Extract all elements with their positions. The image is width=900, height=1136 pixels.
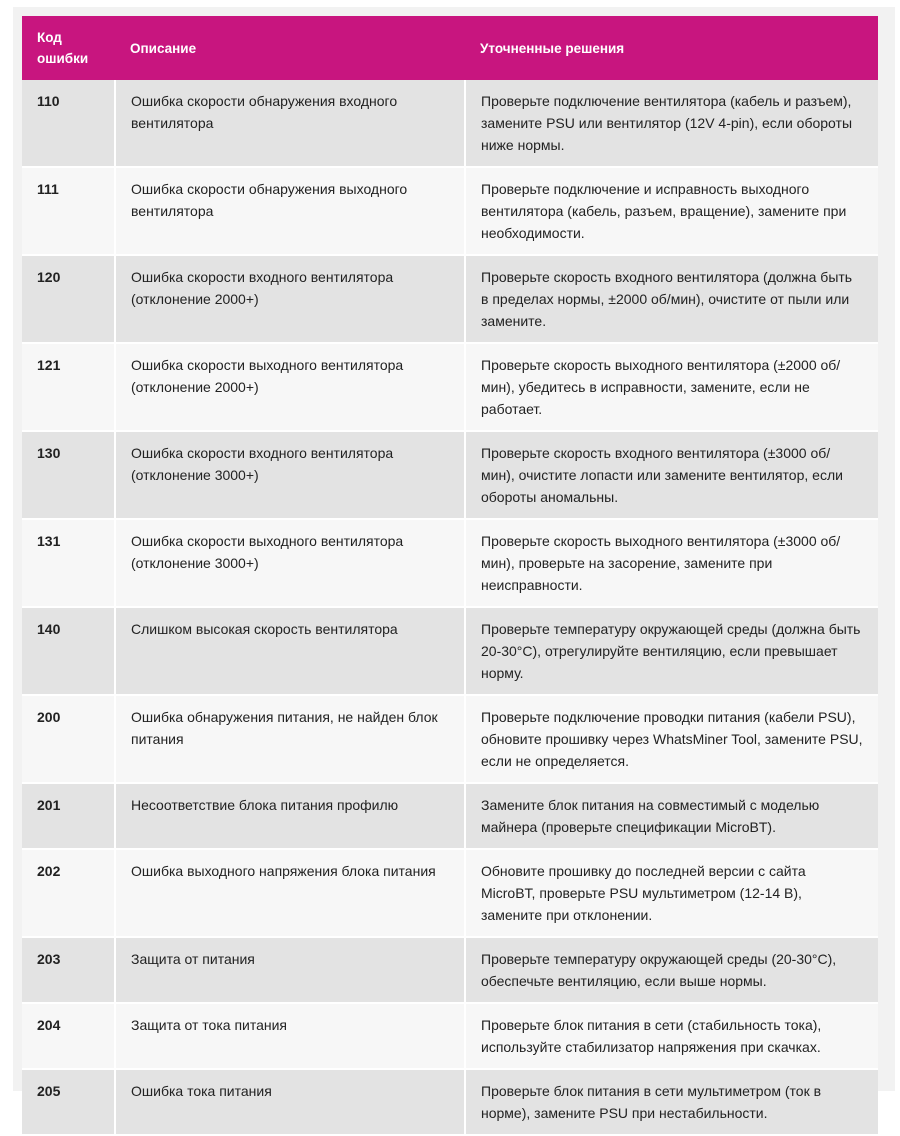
error-code-cell: 111	[22, 167, 115, 255]
error-code-cell: 140	[22, 607, 115, 695]
error-code-cell: 200	[22, 695, 115, 783]
error-codes-table-container	[22, 16, 878, 1121]
description-cell: Ошибка скорости входного вентилятора (отклонение 2000+)	[115, 255, 465, 343]
error-code-cell: 204	[22, 1003, 115, 1069]
solution-cell: Проверьте скорость выходного вентилятора (±3000 об/мин), проверьте на засорение, замените при неисправности.	[465, 519, 878, 607]
description-cell: Ошибка обнаружения питания, не найден блок питания	[115, 695, 465, 783]
table-row	[22, 937, 878, 1003]
error-codes-table	[22, 16, 878, 1136]
solution-cell: Проверьте скорость входного вентилятора (±3000 об/мин), очистите лопасти или замените вентилятор, если обороты аномальны.	[465, 431, 878, 519]
description-cell: Защита от питания	[115, 937, 465, 1003]
description-cell: Ошибка скорости входного вентилятора (отклонение 3000+)	[115, 431, 465, 519]
description-cell: Слишком высокая скорость вентилятора	[115, 607, 465, 695]
solution-cell: Обновите прошивку до последней версии с сайта MicroBT, проверьте PSU мультиметром (12-14 В), замените при отклонении.	[465, 849, 878, 937]
solution-cell: Проверьте температуру окружающей среды (должна быть 20-30°C), отрегулируйте вентиляцию, если превышает норму.	[465, 607, 878, 695]
table-row	[22, 80, 878, 167]
description-cell: Ошибка выходного напряжения блока питания	[115, 849, 465, 937]
solution-cell: Замените блок питания на совместимый с моделью майнера (проверьте спецификации MicroBT).	[465, 783, 878, 849]
solution-cell: Проверьте подключение вентилятора (кабель и разъем), замените PSU или вентилятор (12V 4-pin), если обороты ниже нормы.	[465, 80, 878, 167]
error-code-cell: 121	[22, 343, 115, 431]
solution-cell: Проверьте скорость выходного вентилятора (±2000 об/мин), убедитесь в исправности, замените, если не работает.	[465, 343, 878, 431]
description-cell: Несоответствие блока питания профилю	[115, 783, 465, 849]
table-header-row	[22, 16, 878, 80]
table-row	[22, 343, 878, 431]
table-row	[22, 519, 878, 607]
solution-cell: Проверьте температуру окружающей среды (20-30°C), обеспечьте вентиляцию, если выше нормы.	[465, 937, 878, 1003]
table-row	[22, 783, 878, 849]
header-description: Описание	[130, 40, 197, 56]
solution-cell: Проверьте подключение и исправность выходного вентилятора (кабель, разъем, вращение), замените при необходимости.	[465, 167, 878, 255]
error-code-cell: 201	[22, 783, 115, 849]
solution-cell: Проверьте блок питания в сети (стабильность тока), используйте стабилизатор напряжения при скачках.	[465, 1003, 878, 1069]
description-cell: Ошибка тока питания	[115, 1069, 465, 1135]
table-row	[22, 1003, 878, 1069]
solution-cell: Проверьте скорость входного вентилятора (должна быть в пределах нормы, ±2000 об/мин), очистите от пыли или замените.	[465, 255, 878, 343]
description-cell: Защита от тока питания	[115, 1003, 465, 1069]
table-row	[22, 849, 878, 937]
error-code-cell: 120	[22, 255, 115, 343]
table-row	[22, 607, 878, 695]
error-code-cell: 130	[22, 431, 115, 519]
solution-cell: Проверьте блок питания в сети мультиметром (ток в норме), замените PSU при нестабильности.	[465, 1069, 878, 1135]
error-code-cell: 205	[22, 1069, 115, 1135]
description-cell: Ошибка скорости выходного вентилятора (отклонение 3000+)	[115, 519, 465, 607]
table-body	[22, 80, 878, 1135]
error-code-cell: 202	[22, 849, 115, 937]
header-error-code: Код ошибки	[37, 30, 89, 66]
error-code-cell: 203	[22, 937, 115, 1003]
table-row	[22, 431, 878, 519]
description-cell: Ошибка скорости выходного вентилятора (отклонение 2000+)	[115, 343, 465, 431]
table-row	[22, 255, 878, 343]
description-cell: Ошибка скорости обнаружения входного вентилятора	[115, 80, 465, 167]
error-code-cell: 131	[22, 519, 115, 607]
table-row	[22, 695, 878, 783]
description-cell: Ошибка скорости обнаружения выходного вентилятора	[115, 167, 465, 255]
error-code-cell: 110	[22, 80, 115, 167]
table-row	[22, 167, 878, 255]
table-row	[22, 1069, 878, 1135]
table-header	[22, 16, 878, 80]
solution-cell: Проверьте подключение проводки питания (кабели PSU), обновите прошивку через WhatsMiner Tool, замените PSU, если не определяется.	[465, 695, 878, 783]
header-solutions: Уточненные решения	[480, 40, 625, 56]
